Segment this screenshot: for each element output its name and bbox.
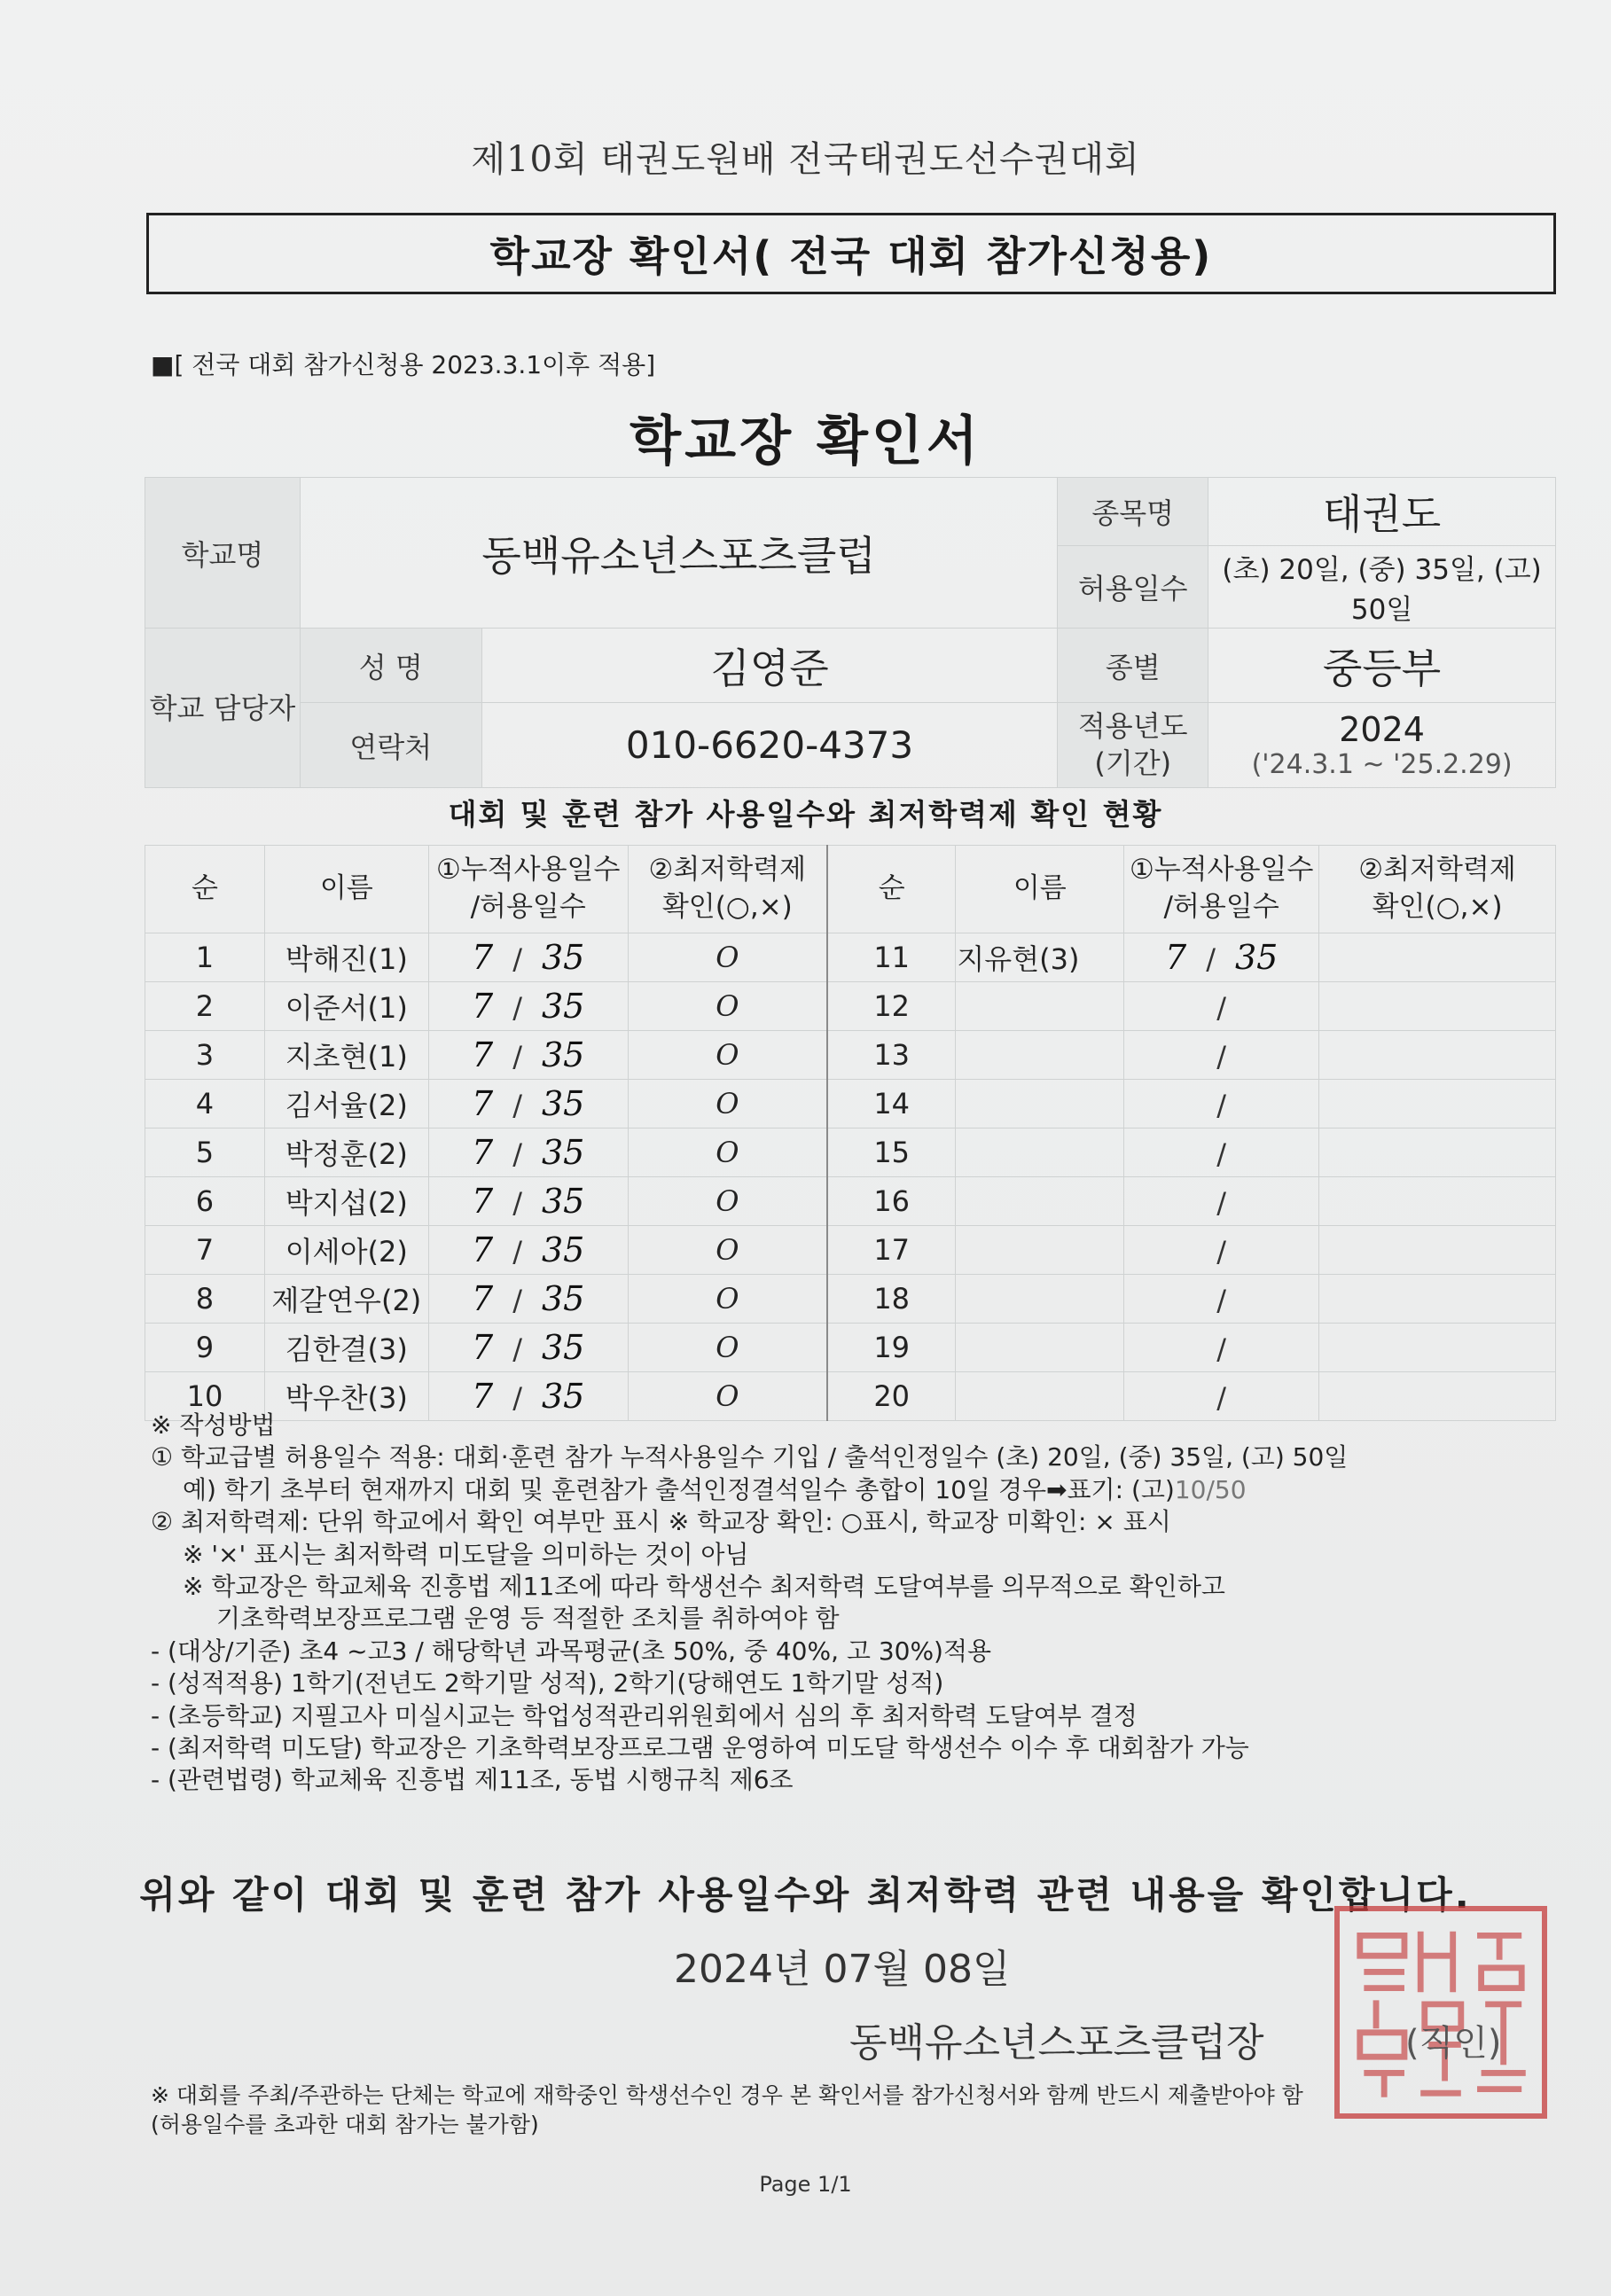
school-value: 동백유소년스포츠클럽 xyxy=(300,478,1057,629)
academic-check xyxy=(1319,1031,1556,1080)
col-check-left-line2: 확인(○,×) xyxy=(661,891,793,923)
notes-line: 기초학력보장프로그램 운영 등 적절한 조치를 취하여야 함 xyxy=(216,1604,840,1634)
student-name xyxy=(956,1128,1124,1177)
student-name: 박우찬(3) xyxy=(264,1372,428,1421)
academic-check xyxy=(1319,933,1556,982)
allowed-value: 35 xyxy=(541,1377,585,1416)
roster-body xyxy=(145,933,1556,1421)
notes-example-value: 10/50 xyxy=(1174,1474,1247,1504)
roster-table xyxy=(145,845,1556,1421)
student-name: 김서율(2) xyxy=(264,1080,428,1128)
notes-line: ※ 학교장은 학교체육 진흥법 제11조에 따라 학생선수 최저학력 도달여부를 의무적으로 확인하고 xyxy=(183,1571,1225,1601)
academic-check xyxy=(1319,1128,1556,1177)
seal-graphic xyxy=(1340,1911,1542,2113)
days-separator: / xyxy=(1206,942,1216,976)
contact-label: 연락처 xyxy=(300,703,481,788)
notes-line: ② 최저학력제: 단위 학교에서 확인 여부만 표시 ※ 학교장 확인: ○표시, 학교장 미확인: × 표시 xyxy=(151,1507,1171,1537)
days-separator: / xyxy=(512,1089,522,1122)
student-name: 지초현(1) xyxy=(264,1031,428,1080)
event-title: 제10회 태권도원배 전국태권도선수권대회 xyxy=(471,139,1140,180)
days-separator: / xyxy=(512,1332,522,1366)
days-separator: / xyxy=(1216,1332,1227,1366)
col-days-right-line1: ①누적사용일수 xyxy=(1129,854,1314,886)
row-no: 5 xyxy=(145,1128,265,1177)
row-no: 19 xyxy=(827,1324,956,1372)
used-value: 7 xyxy=(472,1279,494,1318)
student-name: 박지섭(2) xyxy=(264,1177,428,1226)
footnote-line: ※ 대회를 주최/주관하는 단체는 학교에 재학중인 학생선수인 경우 본 확인서를 참가신청서와 함께 반드시 제출받아야 함 xyxy=(151,2082,1303,2108)
notes-heading: ※ 작성방법 xyxy=(151,1410,276,1440)
academic-check xyxy=(1319,1080,1556,1128)
student-name: 김한결(3) xyxy=(264,1324,428,1372)
days-separator: / xyxy=(512,1186,522,1220)
used-days xyxy=(428,1031,628,1080)
contact-value: 010-6620-4373 xyxy=(481,703,1058,788)
days-separator: / xyxy=(512,1040,522,1074)
allowed-value: 35 xyxy=(541,1328,585,1367)
division-value: 중등부 xyxy=(1208,629,1556,703)
student-name: 이준서(1) xyxy=(264,982,428,1031)
row-no: 16 xyxy=(827,1177,956,1226)
academic-check: O xyxy=(628,1177,827,1226)
notes-line: - (최저학력 미도달) 학교장은 기초학력보장프로그램 운영하여 미도달 학생선수 이수 후 대회참가 가능 xyxy=(151,1732,1249,1762)
used-days xyxy=(428,1177,628,1226)
allowed-value: 35 xyxy=(541,1133,585,1172)
used-value: 7 xyxy=(472,1230,494,1269)
academic-check xyxy=(1319,1226,1556,1275)
table-row xyxy=(145,1324,1556,1372)
academic-check: O xyxy=(628,1372,827,1421)
used-days xyxy=(428,933,628,982)
col-days-left xyxy=(428,846,628,933)
academic-check xyxy=(1319,982,1556,1031)
days-separator: / xyxy=(512,1284,522,1317)
days-separator: / xyxy=(1216,1089,1227,1122)
used-days xyxy=(1124,1226,1319,1275)
table-row xyxy=(145,1080,1556,1128)
academic-check xyxy=(1319,1177,1556,1226)
notes-line: - (초등학교) 지필고사 미실시교는 학업성적관리위원회에서 심의 후 최저학력 도달여부 결정 xyxy=(151,1700,1138,1730)
col-days-right xyxy=(1124,846,1319,933)
academic-check: O xyxy=(628,1031,827,1080)
academic-check xyxy=(1319,1324,1556,1372)
used-value: 7 xyxy=(472,1377,494,1416)
days-separator: / xyxy=(512,1137,522,1171)
col-days-left-line1: ①누적사용일수 xyxy=(435,854,621,886)
notes-line: - (관련법령) 학교체육 진흥법 제11조, 동법 시행규칙 제6조 xyxy=(151,1765,794,1795)
col-days-right-line2: /허용일수 xyxy=(1163,891,1279,923)
footnote xyxy=(151,2081,1303,2139)
student-name xyxy=(956,1324,1124,1372)
table-row xyxy=(145,1275,1556,1324)
row-no: 8 xyxy=(145,1275,265,1324)
days-separator: / xyxy=(512,991,522,1025)
signer-title: 동백유소년스포츠클럽장 xyxy=(849,2020,1264,2066)
academic-check: O xyxy=(628,933,827,982)
row-no: 20 xyxy=(827,1372,956,1421)
notes-line xyxy=(151,1474,1569,1506)
used-value: 7 xyxy=(472,1133,494,1172)
academic-check xyxy=(1319,1275,1556,1324)
used-days xyxy=(1124,1177,1319,1226)
academic-check: O xyxy=(628,1128,827,1177)
academic-check: O xyxy=(628,1324,827,1372)
student-name xyxy=(956,1031,1124,1080)
allowed-value: 35 xyxy=(541,1230,585,1269)
row-no: 1 xyxy=(145,933,265,982)
used-days xyxy=(1124,982,1319,1031)
table-row xyxy=(145,1031,1556,1080)
footnote-line: (허용일수를 초과한 대회 참가는 불가함) xyxy=(151,2111,539,2137)
used-days xyxy=(428,1226,628,1275)
used-days xyxy=(428,1080,628,1128)
student-name: 제갈연우(2) xyxy=(264,1275,428,1324)
days-separator: / xyxy=(1216,1137,1227,1171)
table-row xyxy=(145,1226,1556,1275)
page-number: Page 1/1 xyxy=(759,2172,852,2197)
row-no: 14 xyxy=(827,1080,956,1128)
allowed-value: 35 xyxy=(541,938,585,977)
used-value: 7 xyxy=(472,1182,494,1221)
used-value: 7 xyxy=(472,987,494,1026)
used-days xyxy=(428,982,628,1031)
allowed-value: 35 xyxy=(541,1035,585,1074)
event-label: 종목명 xyxy=(1058,478,1208,546)
school-label: 학교명 xyxy=(145,478,301,629)
used-days xyxy=(428,1275,628,1324)
issue-date: 2024년 07월 08일 xyxy=(674,1947,1011,1992)
student-name xyxy=(956,1275,1124,1324)
col-check-right-line1: ②최저학력제 xyxy=(1358,854,1516,886)
notes-line: ※ '×' 표시는 최저학력 미도달을 의미하는 것이 아님 xyxy=(183,1539,749,1569)
row-no: 15 xyxy=(827,1128,956,1177)
year-label: 적용년도 (기간) xyxy=(1058,703,1208,788)
academic-check: O xyxy=(628,1226,827,1275)
table-row xyxy=(145,1177,1556,1226)
manager-label: 학교 담당자 xyxy=(145,629,301,788)
instructions xyxy=(151,1410,1569,1797)
student-name: 박해진(1) xyxy=(264,933,428,982)
days-separator: / xyxy=(512,942,522,976)
row-no: 7 xyxy=(145,1226,265,1275)
days-separator: / xyxy=(1216,1186,1227,1220)
allowed-value: 35 xyxy=(541,1182,585,1221)
year-period: ('24.3.1 ~ '25.2.29) xyxy=(1251,749,1513,780)
used-days xyxy=(428,1128,628,1177)
allowed-value: 35 xyxy=(541,987,585,1026)
days-separator: / xyxy=(1216,1284,1227,1317)
row-no: 18 xyxy=(827,1275,956,1324)
form-title-box: 학교장 확인서( 전국 대회 참가신청용) xyxy=(146,213,1556,294)
row-no: 12 xyxy=(827,982,956,1031)
row-no: 3 xyxy=(145,1031,265,1080)
col-check-left-line1: ②최저학력제 xyxy=(648,854,807,886)
roster-section-title: 대회 및 훈련 참가 사용일수와 최저학력제 확인 현황 xyxy=(448,797,1163,832)
row-no: 13 xyxy=(827,1031,956,1080)
col-days-left-line2: /허용일수 xyxy=(470,891,586,923)
used-days xyxy=(1124,1275,1319,1324)
notes-line: ① 학교급별 허용일수 적용: 대회·훈련 참가 누적사용일수 기입 / 출석인정일수 (초) 20일, (중) 35일, (고) 50일 xyxy=(151,1442,1349,1472)
row-no: 9 xyxy=(145,1324,265,1372)
used-days xyxy=(1124,1031,1319,1080)
table-row xyxy=(145,982,1556,1031)
student-name: 박정훈(2) xyxy=(264,1128,428,1177)
academic-check: O xyxy=(628,1080,827,1128)
student-name xyxy=(956,982,1124,1031)
seal-label: (직인) xyxy=(1405,2023,1502,2064)
col-name-left: 이름 xyxy=(264,846,428,933)
table-row xyxy=(145,1128,1556,1177)
notes-line: - (성적적용) 1학기(전년도 2학기말 성적), 2학기(당해연도 1학기말 성적) xyxy=(151,1668,944,1699)
form-sub-note: ■[ 전국 대회 참가신청용 2023.3.1이후 적용] xyxy=(151,350,656,379)
col-no-right: 순 xyxy=(827,846,956,933)
used-value: 7 xyxy=(472,1328,494,1367)
used-value: 7 xyxy=(472,1084,494,1123)
used-value: 7 xyxy=(472,938,494,977)
used-days xyxy=(1124,1128,1319,1177)
row-no: 4 xyxy=(145,1080,265,1128)
official-seal xyxy=(1334,1906,1547,2119)
table-row xyxy=(145,933,1556,982)
academic-check: O xyxy=(628,1275,827,1324)
row-no: 11 xyxy=(827,933,956,982)
col-check-right xyxy=(1319,846,1556,933)
days-separator: / xyxy=(512,1381,522,1415)
used-value: 7 xyxy=(472,1035,494,1074)
col-name-right: 이름 xyxy=(956,846,1124,933)
year-cell xyxy=(1208,703,1556,788)
row-no: 2 xyxy=(145,982,265,1031)
row-no: 6 xyxy=(145,1177,265,1226)
used-days xyxy=(428,1324,628,1372)
name-value: 김영준 xyxy=(481,629,1058,703)
year-value: 2024 xyxy=(1339,710,1425,749)
used-days xyxy=(1124,933,1319,982)
used-value: 7 xyxy=(1165,938,1187,977)
school-info-table xyxy=(145,477,1556,788)
name-label: 성 명 xyxy=(300,629,481,703)
row-no: 17 xyxy=(827,1226,956,1275)
used-days xyxy=(1124,1080,1319,1128)
days-separator: / xyxy=(1216,1235,1227,1269)
student-name: 지유현(3) xyxy=(956,933,1124,982)
event-value: 태권도 xyxy=(1208,478,1556,546)
notes-example: 예) 학기 초부터 현재까지 대회 및 훈련참가 출석인정결석일수 총합이 10일 경우➡표기: (고) xyxy=(183,1474,1175,1504)
col-no-left: 순 xyxy=(145,846,265,933)
division-label: 종별 xyxy=(1058,629,1208,703)
student-name xyxy=(956,1226,1124,1275)
allowed-value: 35 xyxy=(541,1084,585,1123)
row-no: 10 xyxy=(145,1372,265,1421)
allowed-value: 35 xyxy=(541,1279,585,1318)
main-title: 학교장 확인서 xyxy=(630,410,981,472)
col-check-left xyxy=(628,846,827,933)
student-name xyxy=(956,1177,1124,1226)
notes-line: - (대상/기준) 초4 ~고3 / 해당학년 과목평균(초 50%, 중 40%, 고 30%)적용 xyxy=(151,1636,992,1666)
days-separator: / xyxy=(1216,1381,1227,1415)
used-days xyxy=(1124,1324,1319,1372)
student-name: 이세아(2) xyxy=(264,1226,428,1275)
academic-check: O xyxy=(628,982,827,1031)
allowed-value: 35 xyxy=(1234,938,1279,977)
student-name xyxy=(956,1080,1124,1128)
confirmation-statement: 위와 같이 대회 및 훈련 참가 사용일수와 최저학력 관련 내용을 확인합니다. xyxy=(139,1873,1472,1917)
days-separator: / xyxy=(512,1235,522,1269)
days-separator: / xyxy=(1216,991,1227,1025)
col-check-right-line2: 확인(○,×) xyxy=(1372,891,1503,923)
allowed-days-label: 허용일수 xyxy=(1058,546,1208,629)
allowed-days-value: (초) 20일, (중) 35일, (고) 50일 xyxy=(1208,546,1556,629)
days-separator: / xyxy=(1216,1040,1227,1074)
